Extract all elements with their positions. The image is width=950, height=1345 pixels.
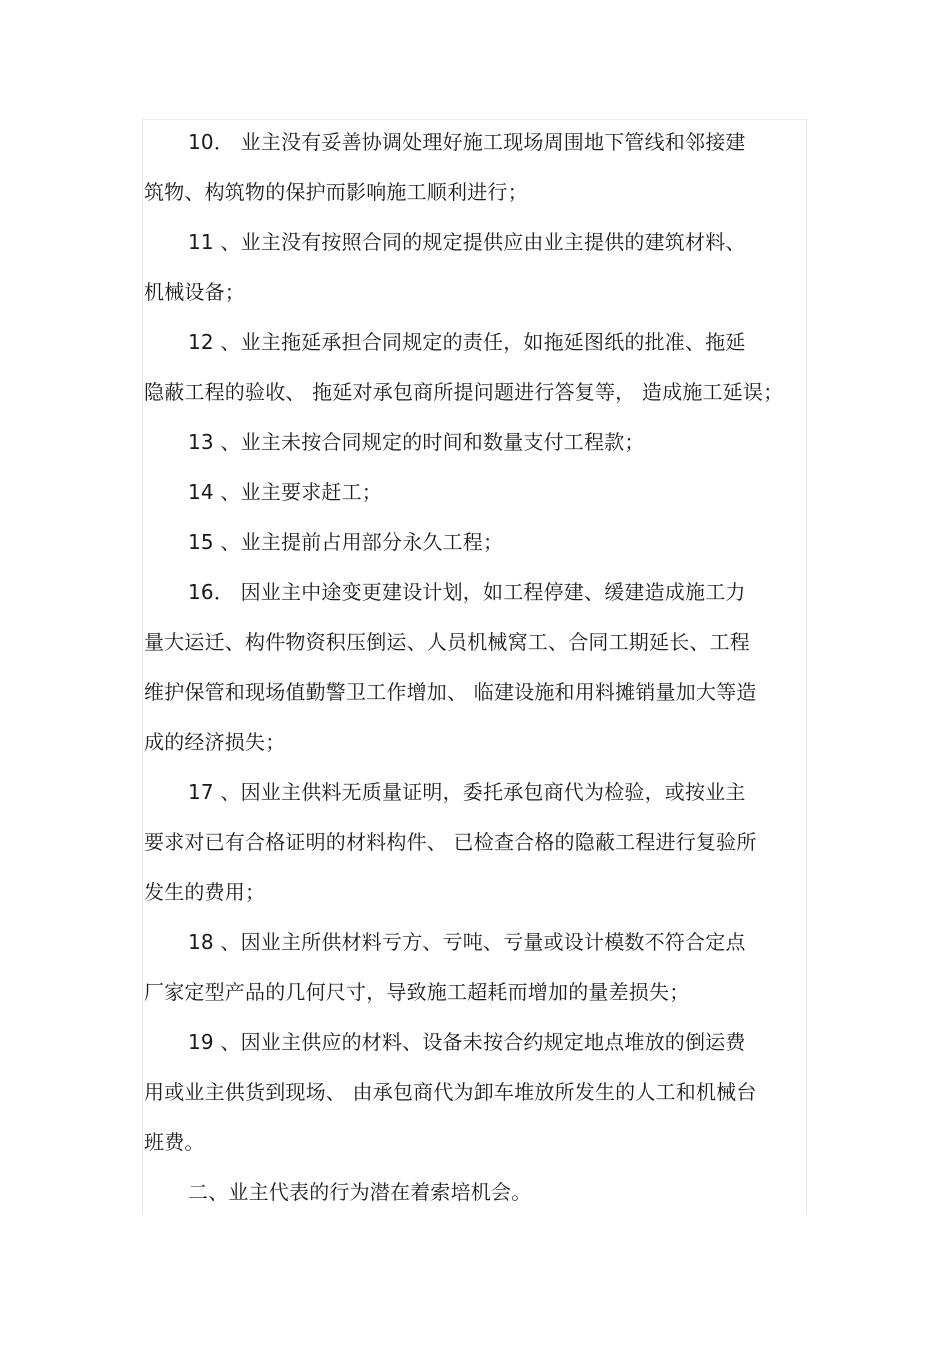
text-line: 机械设备；	[144, 280, 245, 304]
text-line: 19 、因业主供应的材料、设备未按合约规定地点堆放的倒运费	[188, 1030, 746, 1054]
text-line: 二、业主代表的行为潜在着索培机会。	[188, 1180, 532, 1204]
text-line: 要求对已有合格证明的材料构件、 已检查合格的隐蔽工程进行复验所	[144, 830, 757, 854]
text-line: 18 、因业主所供材料亏方、亏吨、亏量或设计模数不符合定点	[188, 930, 746, 954]
text-line: 厂家定型产品的几何尺寸，导致施工超耗而增加的量差损失；	[144, 980, 690, 1004]
text-line: 班费。	[144, 1130, 205, 1154]
text-line: 14 、业主要求赶工；	[188, 480, 383, 504]
text-line: 成的经济损失；	[144, 730, 286, 754]
text-line: 发生的费用；	[144, 880, 266, 904]
document-body	[144, 117, 804, 1217]
text-line: 16． 因业主中途变更建设计划，如工程停建、缓建造成施工力	[188, 580, 746, 604]
text-line: 维护保管和现场值勤警卫工作增加、 临建设施和用料摊销量加大等造	[144, 680, 757, 704]
text-line: 15 、业主提前占用部分永久工程；	[188, 530, 504, 554]
text-line: 11 、业主没有按照合同的规定提供应由业主提供的建筑材料、	[188, 230, 746, 254]
text-line: 量大运迁、构件物资积压倒运、人员机械窝工、合同工期延长、工程	[144, 630, 750, 654]
text-line: 17 、因业主供料无质量证明，委托承包商代为检验，或按业主	[188, 780, 746, 804]
text-line: 筑物、构筑物的保护而影响施工顺利进行；	[144, 180, 528, 204]
text-line: 隐蔽工程的验收、 拖延对承包商所提问题进行答复等， 造成施工延误；	[144, 380, 784, 404]
text-line: 用或业主供货到现场、 由承包商代为卸车堆放所发生的人工和机械台	[144, 1080, 757, 1104]
text-line: 13 、业主未按合同规定的时间和数量支付工程款；	[188, 430, 645, 454]
text-line: 12 、业主拖延承担合同规定的责任，如拖延图纸的批准、拖延	[188, 330, 746, 354]
text-line: 10． 业主没有妥善协调处理好施工现场周围地下管线和邻接建	[188, 130, 746, 154]
